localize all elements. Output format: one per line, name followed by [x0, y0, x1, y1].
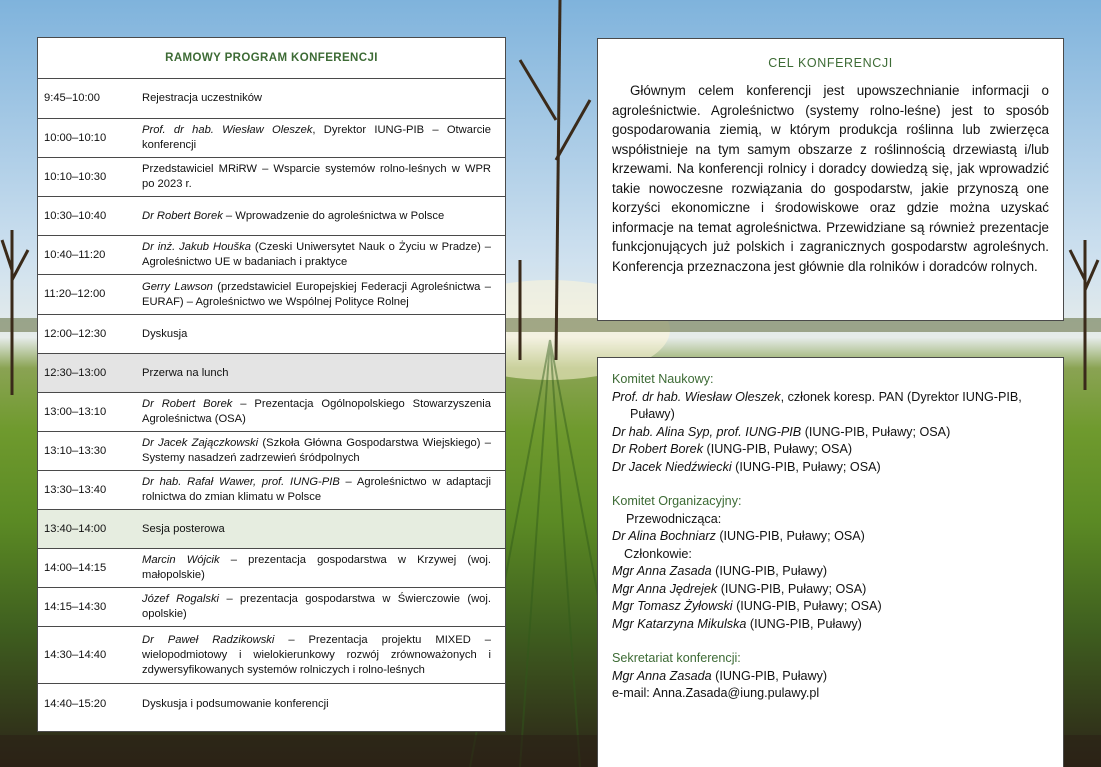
program-text: (Czeski Uniwersytet Nauk o Życiu w Pradze) – Agroleśnictwo UE w badaniach i praktyce: [142, 241, 492, 268]
program-time: 10:40–11:20: [44, 248, 106, 261]
program-row: [38, 236, 505, 275]
program-row: [38, 158, 505, 197]
program-text: Dyskusja: [142, 327, 188, 340]
chair-label: Przewodnicząca:: [626, 511, 722, 526]
person-name: Mgr Anna Zasada: [612, 668, 712, 683]
person-info: (IUNG-PIB, Puławy; OSA): [732, 599, 882, 613]
program-description: [142, 697, 505, 712]
program-text: – Prezentacja projektu MIXED – wielopodmiotowy i wielokierunkowy rozwój zrównoważonych i zdywersyfikowanych systemów rolniczych i rolno-leśnych: [142, 633, 491, 676]
person-info: (IUNG-PIB, Puławy; OSA): [703, 442, 853, 456]
program-time: 14:40–15:20: [44, 697, 107, 710]
committees-panel: [597, 357, 1064, 767]
program-row: [38, 197, 505, 236]
program-text: – Prezentacja Ogólnopolskiego Stowarzyszenia Agroleśnictwa (OSA): [142, 398, 491, 425]
secretariat-email: e-mail: Anna.Zasada@iung.pulawy.pl: [612, 686, 820, 700]
program-description: [142, 240, 505, 270]
person-info: (IUNG-PIB, Puławy): [711, 668, 828, 683]
person-info: (IUNG-PIB, Puławy; OSA): [801, 424, 951, 439]
program-time: 13:00–13:10: [44, 405, 107, 418]
speaker-name: Dr Paweł Radzikowski: [142, 633, 275, 646]
program-time: 10:10–10:30: [44, 170, 107, 183]
program-table: [37, 37, 506, 732]
program-text: – prezentacja gospodarstwa w Krzywej (woj. małopolskie): [142, 554, 491, 581]
program-description: [142, 91, 505, 106]
program-description: [142, 123, 505, 153]
program-time: 14:15–14:30: [44, 600, 107, 613]
program-description: [142, 280, 505, 310]
person-info: (IUNG-PIB, Puławy): [711, 564, 828, 578]
committee-member: [612, 581, 1049, 599]
program-description: [142, 475, 505, 505]
speaker-name: Prof. dr hab. Wiesław Oleszek: [142, 124, 313, 136]
chair-person: [612, 528, 1049, 546]
program-time: 13:30–13:40: [44, 483, 107, 496]
program-description: [142, 592, 505, 622]
program-row: [38, 315, 505, 354]
person-info: (IUNG-PIB, Puławy): [746, 616, 862, 631]
person-name: Mgr Katarzyna Mikulska: [612, 616, 747, 631]
program-row: [38, 627, 505, 684]
program-description: [142, 436, 505, 466]
program-text: , Dyrektor IUNG-PIB – Otwarcie konferencji: [142, 124, 491, 151]
program-row: [38, 275, 505, 315]
person-info: (IUNG-PIB, Puławy; OSA): [731, 459, 881, 474]
secretariat-person: [612, 668, 1049, 686]
program-row: [38, 471, 505, 510]
person-name: Mgr Anna Zasada: [612, 564, 712, 578]
program-description: [142, 209, 505, 224]
speaker-name: Marcin Wójcik: [142, 554, 220, 566]
speaker-name: Józef Rogalski: [142, 593, 220, 605]
program-time: 14:00–14:15: [44, 561, 107, 574]
speaker-name: Dr hab. Rafał Wawer, prof. IUNG-PIB: [142, 476, 340, 488]
program-time: 13:40–14:00: [44, 522, 107, 535]
program-time: 11:20–12:00: [44, 288, 106, 300]
program-time: 9:45–10:00: [44, 92, 100, 104]
program-text: (przedstawiciel Europejskiej Federacji Agroleśnictwa – EURAF) – Agroleśnictwo we Wspólnej Polityce Rolnej: [142, 280, 492, 308]
program-text: – Agroleśnictwo w adaptacji rolnictwa do zmian klimatu w Polsce: [142, 476, 491, 503]
goal-panel: [597, 38, 1064, 321]
program-rows: [38, 79, 505, 724]
program-row: [38, 588, 505, 627]
program-description: [142, 553, 505, 583]
organizing-committee-list: [612, 563, 1049, 633]
program-text: Rejestracja uczestników: [142, 92, 263, 104]
program-text: Sesja posterowa: [142, 522, 225, 535]
committee-member: [612, 389, 1049, 424]
goal-text: Głównym celem konferencji jest upowszechnianie informacji o agroleśnictwie. Agroleśnictwo (systemy rolno-leśne) jest to sposób gospodarowania ziemią, w którym produkcja roślinna lub zwierzęca współistnieje na tym samym obszarze z roślinnością drzewiastą i/lub krzewami. Na konferencji rolnicy i doradcy dowiedzą się, jak wprowadzić takie nowoczesne rozwiązania do gospodarstw, jakie przynoszą one korzyści ekonomiczne i środowiskowe oraz gdzie można uzyskać informacje na temat agroleśnictwa. Przewidziane są również prezentacje funkcjonujących już polskich i zagranicznych gospodarstw agroleśnych. Konferencja przeznaczona jest głównie dla rolników i doradców rolnych.: [612, 83, 1049, 274]
program-row: [38, 549, 505, 588]
goal-title: CEL KONFERENCJI: [768, 56, 893, 70]
program-time: 13:10–13:30: [44, 444, 107, 457]
organizing-committee-heading: Komitet Organizacyjny:: [612, 494, 742, 508]
program-time: 14:30–14:40: [44, 648, 107, 661]
person-name: Dr hab. Alina Syp, prof. IUNG-PIB: [612, 424, 802, 439]
person-name: Dr Jacek Niedźwiecki: [612, 459, 732, 474]
program-description: [142, 522, 505, 537]
person-name: Dr Alina Bochniarz: [612, 529, 716, 543]
program-row: [38, 393, 505, 432]
person-name: Mgr Tomasz Żyłowski: [612, 599, 733, 613]
program-text: (Szkoła Główna Gospodarstwa Wiejskiego) – Systemy nasadzeń zadrzewień śródpolnych: [142, 437, 492, 464]
person-info: , członek koresp. PAN (Dyrektor IUNG-PIB, Puławy): [630, 389, 1022, 421]
committee-member: [612, 563, 1049, 581]
speaker-name: Gerry Lawson: [142, 280, 213, 293]
program-description: [142, 397, 505, 427]
program-text: – Wprowadzenie do agroleśnictwa w Polsce: [222, 209, 445, 222]
person-info: (IUNG-PIB, Puławy; OSA): [717, 581, 867, 596]
program-time: 12:30–13:00: [44, 366, 107, 379]
person-name: Dr Robert Borek: [612, 442, 703, 456]
program-description: [142, 327, 505, 342]
committee-member: [612, 424, 1049, 442]
speaker-name: Dr Jacek Zajączkowski: [142, 437, 259, 449]
program-text: – prezentacja gospodarstwa w Świerczowie (woj. opolskie): [142, 593, 491, 620]
program-text: Dyskusja i podsumowanie konferencji: [142, 697, 329, 710]
program-time: 10:00–10:10: [44, 131, 107, 144]
person-info: (IUNG-PIB, Puławy; OSA): [715, 529, 865, 543]
program-row: [38, 510, 505, 549]
members-label: Członkowie:: [624, 546, 692, 561]
program-row: [38, 119, 505, 158]
speaker-name: Dr Robert Borek: [142, 398, 233, 410]
scientific-committee-heading: Komitet Naukowy:: [612, 372, 714, 386]
program-description: [142, 633, 505, 678]
committee-member: [612, 459, 1049, 477]
secretariat-heading: Sekretariat konferencji:: [612, 651, 741, 665]
person-name: Prof. dr hab. Wiesław Oleszek: [612, 389, 781, 404]
person-name: Mgr Anna Jędrejek: [612, 581, 718, 596]
program-description: [142, 162, 505, 192]
speaker-name: Dr Robert Borek: [142, 209, 223, 222]
program-row: [38, 432, 505, 471]
program-text: Przerwa na lunch: [142, 366, 229, 379]
program-row: [38, 684, 505, 724]
program-text: Przedstawiciel MRiRW – Wsparcie systemów rolno-leśnych w WPR po 2023 r.: [142, 163, 491, 190]
program-description: [142, 366, 505, 381]
program-time: 10:30–10:40: [44, 209, 107, 222]
committee-member: [612, 598, 1049, 616]
committee-member: [612, 616, 1049, 634]
program-title: RAMOWY PROGRAM KONFERENCJI: [38, 38, 505, 79]
scientific-committee-list: [612, 389, 1049, 477]
committee-member: [612, 441, 1049, 459]
program-row: [38, 354, 505, 393]
program-time: 12:00–12:30: [44, 327, 107, 340]
program-row: [38, 79, 505, 119]
speaker-name: Dr inż. Jakub Houška: [142, 241, 251, 253]
